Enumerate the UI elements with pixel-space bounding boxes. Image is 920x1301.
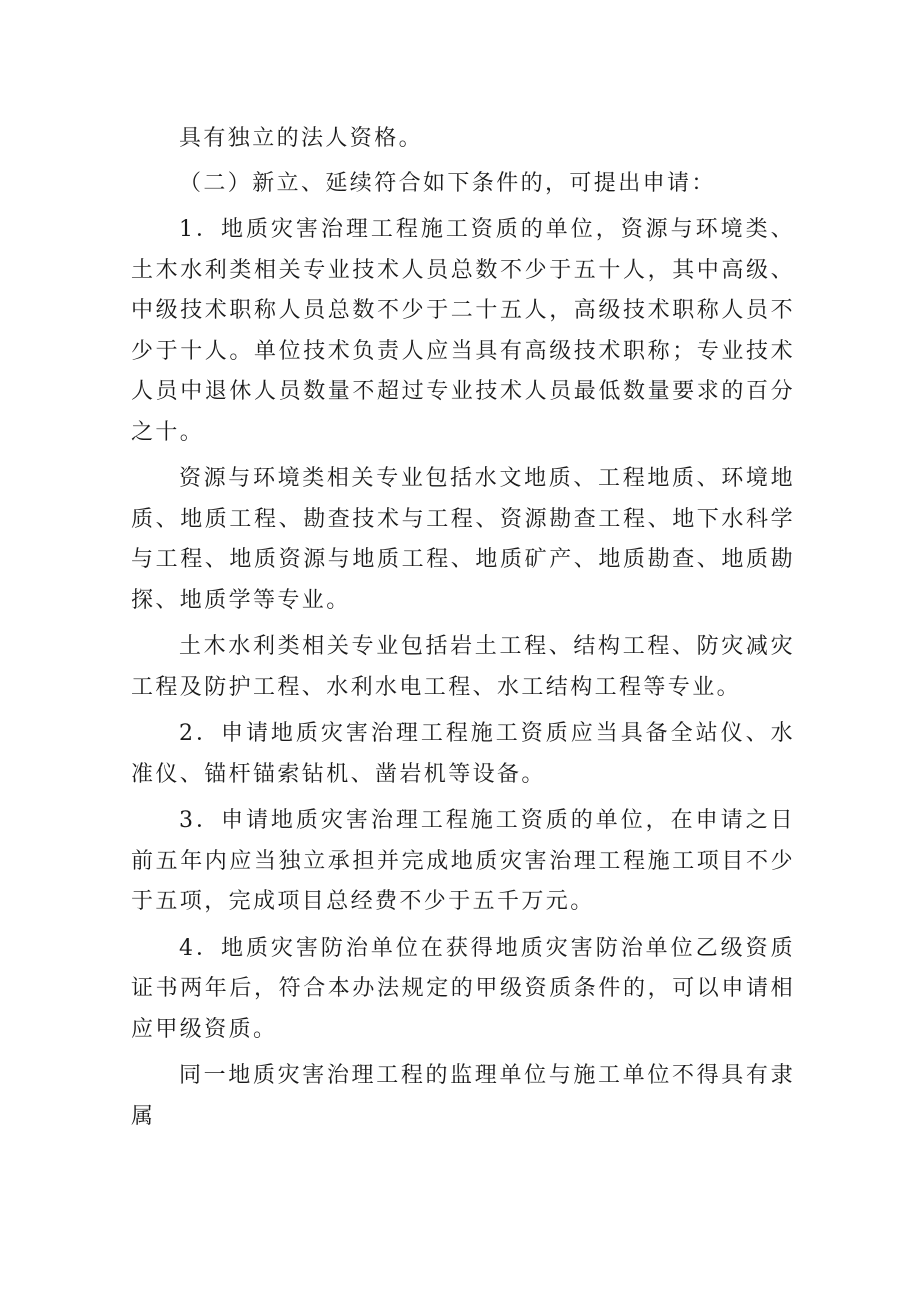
paragraph-item-1-personnel: 1．地质灾害治理工程施工资质的单位，资源与环境类、土木水利类相关专业技术人员总数不少于五十人，其中高级、中级技术职称人员总数不少于二十五人，高级技术职称人员不少于十人。单位技术负责人应当具有高级技术职称；专业技术人员中退休人员数量不超过专业技术人员最低数量要求的百分之十。 [131,217,795,445]
paragraph-civil-water-majors: 土木水利类相关专业包括岩土工程、结构工程、防灾减灾工程及防护工程、水利水电工程、水工结构工程等专业。 [131,634,795,700]
paragraph-item-3-projects: 3．申请地质灾害治理工程施工资质的单位，在申请之日前五年内应当独立承担并完成地质灾害治理工程施工项目不少于五项，完成项目总经费不少于五千万元。 [131,808,795,914]
paragraph-item-4-upgrade: 4．地质灾害防治单位在获得地质灾害防治单位乙级资质证书两年后，符合本办法规定的甲级资质条件的，可以申请相应甲级资质。 [131,935,795,1042]
paragraph-item-2-equipment: 2．申请地质灾害治理工程施工资质应当具备全站仪、水准仪、锚杆锚索钻机、凿岩机等设备。 [131,721,795,787]
document-body [131,119,795,1143]
paragraph-resource-environment-majors: 资源与环境类相关专业包括水文地质、工程地质、环境地质、地质工程、勘查技术与工程、资源勘查工程、地下水科学与工程、地质资源与地质工程、地质矿产、地质勘查、地质勘探、地质学等专业。 [131,466,795,613]
paragraph-section-two-heading: （二）新立、延续符合如下条件的，可提出申请： [179,170,716,196]
paragraph-supervision-construction: 同一地质灾害治理工程的监理单位与施工单位不得具有隶属 [131,1063,795,1129]
paragraph-legal-person: 具有独立的法人资格。 [179,126,424,151]
